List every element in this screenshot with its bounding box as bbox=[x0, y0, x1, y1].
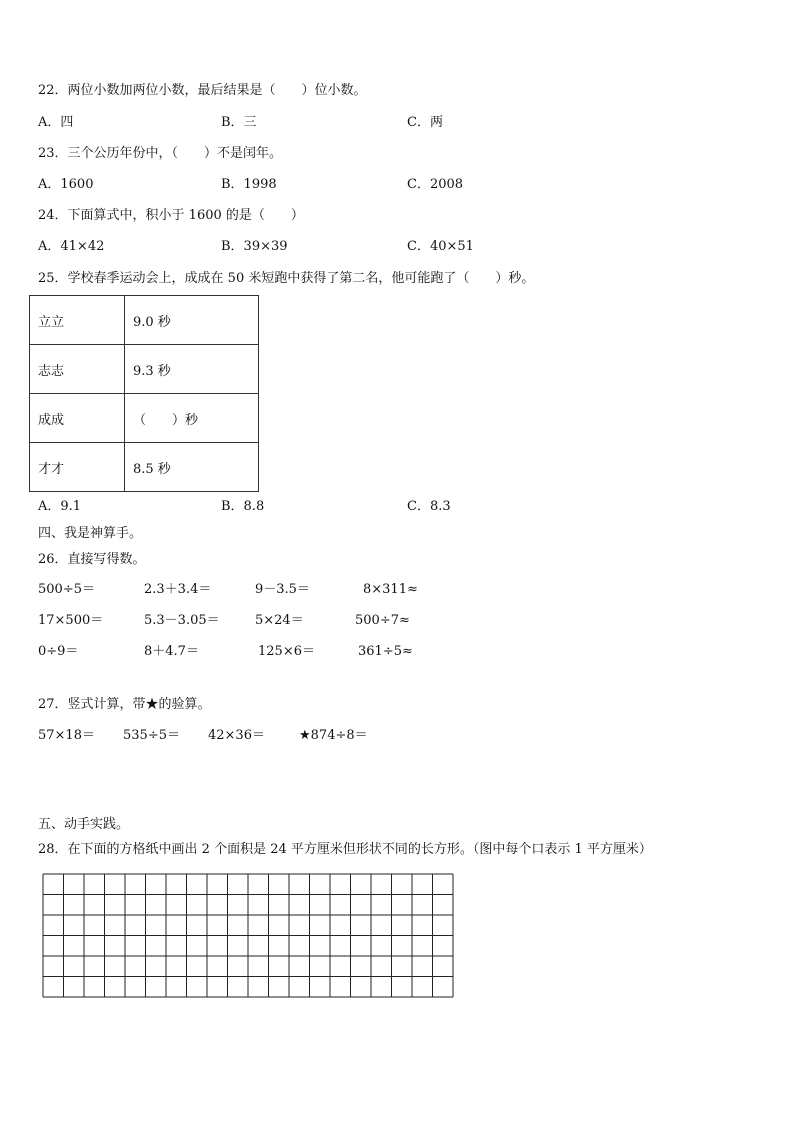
runner-time: 8.5 秒 bbox=[125, 443, 259, 492]
table-row bbox=[30, 345, 259, 394]
q26-row bbox=[38, 612, 758, 630]
runner-time-blank[interactable]: （ ）秒 bbox=[125, 394, 259, 443]
q22-option-c[interactable]: C．两 bbox=[407, 115, 443, 130]
q25-option-c[interactable]: C．8.3 bbox=[407, 499, 451, 514]
q26-row bbox=[38, 581, 758, 599]
q25-time-table bbox=[29, 295, 259, 492]
runner-name: 成成 bbox=[30, 394, 125, 443]
q28-stem: 28．在下面的方格纸中画出 2 个面积是 24 平方厘米但形状不同的长方形。（图中每个口表示 1 平方厘米） bbox=[38, 842, 652, 857]
q27-item[interactable]: ★874÷8＝ bbox=[299, 728, 368, 743]
q26-item[interactable]: 5.3－3.05＝ bbox=[144, 613, 220, 628]
q24-options bbox=[38, 238, 738, 256]
q24-option-a[interactable]: A．41×42 bbox=[38, 239, 105, 254]
q22-option-b[interactable]: B．三 bbox=[221, 115, 257, 130]
q23-stem: 23．三个公历年份中，（ ）不是闰年。 bbox=[38, 146, 283, 161]
q27-item[interactable]: 57×18＝ bbox=[38, 728, 95, 743]
q23-option-a[interactable]: A．1600 bbox=[38, 177, 94, 192]
square-grid-paper[interactable] bbox=[42, 873, 456, 1005]
q25-options bbox=[38, 498, 738, 516]
table-row bbox=[30, 394, 259, 443]
q26-item[interactable]: 17×500＝ bbox=[38, 613, 104, 628]
q22-option-a[interactable]: A．四 bbox=[38, 115, 74, 130]
q27-row bbox=[38, 727, 758, 745]
q26-item[interactable]: 125×6＝ bbox=[258, 644, 315, 659]
runner-name: 才才 bbox=[30, 443, 125, 492]
q22-stem: 22．两位小数加两位小数，最后结果是（ ）位小数。 bbox=[38, 83, 367, 98]
q26-item[interactable]: 9－3.5＝ bbox=[255, 582, 310, 597]
runner-time: 9.3 秒 bbox=[125, 345, 259, 394]
q22-options bbox=[38, 114, 738, 132]
q24-option-b[interactable]: B．39×39 bbox=[221, 239, 288, 254]
q26-item[interactable]: 2.3＋3.4＝ bbox=[144, 582, 212, 597]
q26-item[interactable]: 0÷9＝ bbox=[38, 644, 79, 659]
q25-stem: 25．学校春季运动会上，成成在 50 米短跑中获得了第二名，他可能跑了（ ）秒。 bbox=[38, 271, 535, 286]
q23-options bbox=[38, 176, 738, 194]
q26-stem: 26．直接写得数。 bbox=[38, 552, 146, 567]
q26-item[interactable]: 361÷5≈ bbox=[358, 644, 413, 659]
q27-item[interactable]: 535÷5＝ bbox=[123, 728, 180, 743]
q26-item[interactable]: 500÷5＝ bbox=[38, 582, 95, 597]
q26-item[interactable]: 500÷7≈ bbox=[355, 613, 410, 628]
q23-option-b[interactable]: B．1998 bbox=[221, 177, 277, 192]
q23-option-c[interactable]: C．2008 bbox=[407, 177, 464, 192]
q26-row bbox=[38, 643, 758, 661]
section5-heading: 五、动手实践。 bbox=[38, 817, 130, 832]
runner-name: 志志 bbox=[30, 345, 125, 394]
section4-heading: 四、我是神算手。 bbox=[38, 526, 143, 541]
q24-option-c[interactable]: C．40×51 bbox=[407, 239, 474, 254]
q26-item[interactable]: 5×24＝ bbox=[255, 613, 304, 628]
q25-option-a[interactable]: A．9.1 bbox=[38, 499, 82, 514]
q26-item[interactable]: 8＋4.7＝ bbox=[144, 644, 199, 659]
q27-item[interactable]: 42×36＝ bbox=[208, 728, 265, 743]
q26-item[interactable]: 8×311≈ bbox=[363, 582, 418, 597]
q24-stem: 24．下面算式中，积小于 1600 的是（ ） bbox=[38, 208, 304, 223]
runner-time: 9.0 秒 bbox=[125, 296, 259, 345]
q27-stem: 27．竖式计算，带★的验算。 bbox=[38, 697, 211, 712]
table-row bbox=[30, 296, 259, 345]
runner-name: 立立 bbox=[30, 296, 125, 345]
table-row bbox=[30, 443, 259, 492]
q25-option-b[interactable]: B．8.8 bbox=[221, 499, 265, 514]
